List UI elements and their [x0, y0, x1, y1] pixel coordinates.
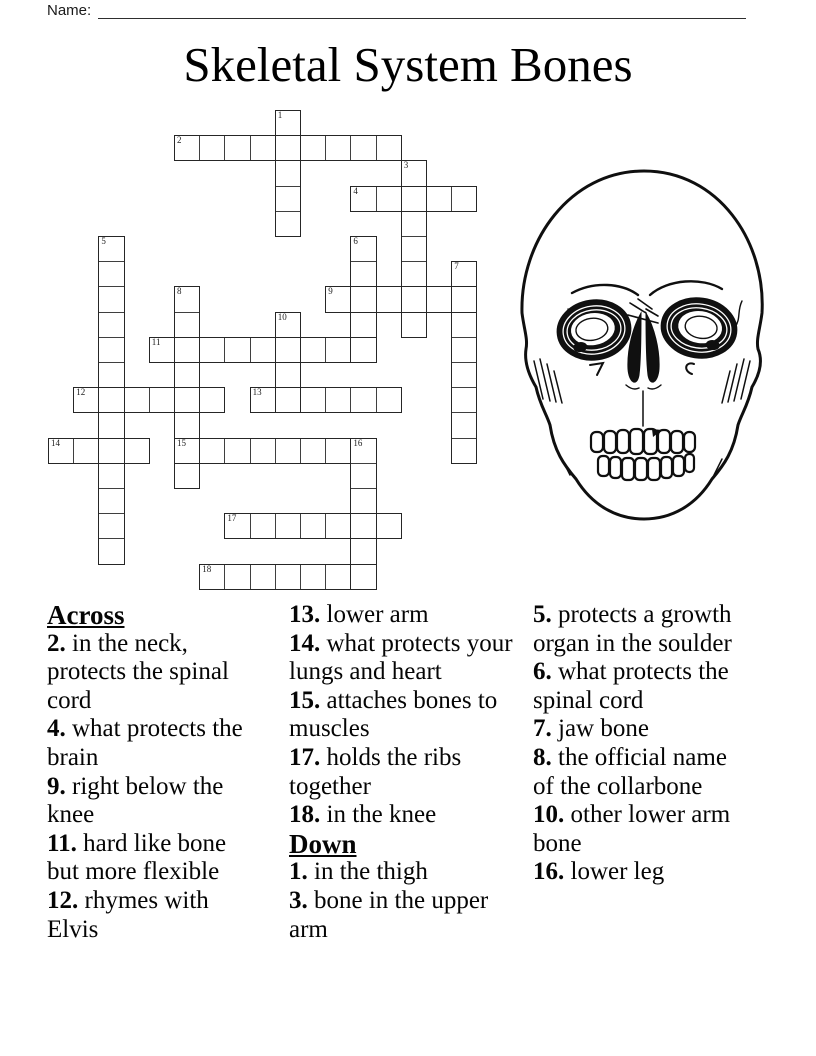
clue-number: 11.: [47, 829, 77, 857]
grid-cell-r7c13[interactable]: [376, 286, 402, 312]
cell-number-15: 15: [177, 437, 186, 448]
cell-number-8: 8: [177, 286, 182, 297]
grid-cell-r14c12[interactable]: [350, 463, 376, 489]
grid-cell-r7c12[interactable]: [350, 286, 376, 312]
grid-cell-r9c2[interactable]: [98, 337, 124, 363]
grid-cell-r13c7[interactable]: [224, 438, 250, 464]
grid-cell-r11c13[interactable]: [376, 387, 402, 413]
grid-cell-r13c16[interactable]: [451, 438, 477, 464]
clue-number: 4.: [47, 715, 66, 743]
grid-cell-r13c8[interactable]: [250, 438, 276, 464]
clue-number: 5.: [533, 601, 552, 628]
grid-cell-r7c14[interactable]: [401, 286, 427, 312]
clue-8: 8. the official name of the collarbone: [533, 743, 727, 800]
grid-cell-r3c9[interactable]: [275, 186, 301, 212]
grid-cell-r11c8[interactable]: [250, 387, 276, 413]
grid-cell-r9c4[interactable]: [149, 337, 175, 363]
grid-cell-r11c4[interactable]: [149, 387, 175, 413]
grid-cell-r14c5[interactable]: [174, 463, 200, 489]
grid-cell-r16c10[interactable]: [300, 513, 326, 539]
cell-number-5: 5: [101, 236, 106, 246]
clue-6: 6. what protects the spinal cord: [533, 658, 729, 714]
grid-cell-r6c2[interactable]: [98, 261, 124, 287]
skull-illustration: [506, 163, 778, 535]
grid-cell-r14c2[interactable]: [98, 463, 124, 489]
grid-cell-r16c13[interactable]: [376, 513, 402, 539]
grid-cell-r16c7[interactable]: [224, 513, 250, 539]
grid-cell-r5c2[interactable]: [98, 236, 124, 262]
grid-cell-r1c8[interactable]: [250, 135, 276, 161]
clue-number: 14.: [289, 629, 321, 657]
cell-number-4: 4: [353, 185, 358, 196]
grid-cell-r4c9[interactable]: [275, 211, 301, 237]
grid-cell-r13c1[interactable]: [73, 438, 99, 464]
grid-cell-r8c14[interactable]: [401, 312, 427, 338]
grid-cell-r0c9[interactable]: [275, 110, 301, 136]
grid-cell-r2c9[interactable]: [275, 160, 301, 186]
name-label: Name:: [47, 2, 92, 19]
grid-cell-r8c12[interactable]: [350, 312, 376, 338]
clue-15: 15. attaches bones to muscles: [289, 686, 498, 743]
clues-heading-down: Down: [289, 828, 357, 859]
clue-number: 7.: [533, 715, 552, 743]
grid-cell-r11c9[interactable]: [275, 387, 301, 413]
clue-number: 18.: [289, 801, 321, 829]
grid-cell-r1c13[interactable]: [376, 135, 402, 161]
grid-cell-r18c6[interactable]: [199, 564, 225, 590]
grid-cell-r9c9[interactable]: [275, 337, 301, 363]
clue-number: 9.: [47, 772, 66, 800]
grid-cell-r3c16[interactable]: [451, 186, 477, 212]
clue-number: 10.: [533, 801, 565, 829]
grid-cell-r18c7[interactable]: [224, 564, 250, 590]
grid-cell-r13c10[interactable]: [300, 438, 326, 464]
grid-cell-r9c11[interactable]: [325, 337, 351, 363]
cell-number-14: 14: [51, 437, 60, 448]
grid-cell-r5c12[interactable]: [350, 236, 376, 262]
cell-number-13: 13: [252, 387, 262, 398]
grid-cell-r8c5[interactable]: [174, 312, 200, 338]
grid-cell-r10c5[interactable]: [174, 362, 200, 388]
grid-cell-r10c2[interactable]: [98, 362, 124, 388]
grid-cell-r8c2[interactable]: [98, 312, 124, 338]
grid-cell-r11c6[interactable]: [199, 387, 225, 413]
clue-number: 13.: [289, 601, 321, 628]
grid-cell-r9c5[interactable]: [174, 337, 200, 363]
cell-number-11: 11: [151, 336, 161, 347]
grid-cell-r6c14[interactable]: [401, 261, 427, 287]
cell-number-6: 6: [353, 236, 358, 246]
grid-cell-r13c2[interactable]: [98, 438, 124, 464]
clues-column-2: [289, 601, 521, 944]
grid-cell-r11c1[interactable]: [73, 387, 99, 413]
grid-cell-r13c12[interactable]: [350, 438, 376, 464]
grid-cell-r8c9[interactable]: [275, 312, 301, 338]
grid-cell-r6c16[interactable]: [451, 261, 477, 287]
grid-cell-r9c10[interactable]: [300, 337, 326, 363]
grid-cell-r18c10[interactable]: [300, 564, 326, 590]
grid-cell-r11c11[interactable]: [325, 387, 351, 413]
grid-cell-r11c12[interactable]: [350, 387, 376, 413]
cell-number-7: 7: [454, 261, 459, 272]
clues-column-3: [533, 601, 747, 887]
clue-number: 15.: [289, 686, 321, 714]
grid-cell-r4c14[interactable]: [401, 211, 427, 237]
grid-cell-r8c16[interactable]: [451, 312, 477, 338]
clue-9: 9. right below the knee: [47, 772, 224, 829]
cell-number-10: 10: [277, 311, 287, 322]
grid-cell-r1c11[interactable]: [325, 135, 351, 161]
grid-cell-r2c14[interactable]: [401, 160, 427, 186]
grid-cell-r7c5[interactable]: [174, 286, 200, 312]
grid-cell-r16c11[interactable]: [325, 513, 351, 539]
clue-16: 16. lower leg: [533, 858, 665, 886]
grid-cell-r1c6[interactable]: [199, 135, 225, 161]
clue-11: 11. hard like bone but more flexible: [47, 829, 227, 886]
clue-7: 7. jaw bone: [533, 715, 649, 743]
grid-cell-r9c7[interactable]: [224, 337, 250, 363]
cell-number-12: 12: [76, 387, 86, 398]
grid-cell-r15c2[interactable]: [98, 488, 124, 514]
grid-cell-r3c15[interactable]: [426, 186, 452, 212]
clue-number: 2.: [47, 629, 66, 657]
clue-14: 14. what protects your lungs and heart: [289, 629, 513, 686]
clue-2: 2. in the neck, protects the spinal cord: [47, 629, 229, 714]
grid-cell-r17c12[interactable]: [350, 538, 376, 564]
grid-cell-r9c8[interactable]: [250, 337, 276, 363]
grid-cell-r18c12[interactable]: [350, 564, 376, 590]
grid-cell-r13c6[interactable]: [199, 438, 225, 464]
grid-cell-r11c2[interactable]: [98, 387, 124, 413]
grid-cell-r1c10[interactable]: [300, 135, 326, 161]
grid-cell-r1c7[interactable]: [224, 135, 250, 161]
grid-cell-r11c16[interactable]: [451, 387, 477, 413]
grid-cell-r9c12[interactable]: [350, 337, 376, 363]
cell-number-2: 2: [177, 135, 182, 146]
clue-12: 12. rhymes with Elvis: [47, 886, 209, 943]
grid-cell-r13c3[interactable]: [124, 438, 150, 464]
grid-cell-r16c2[interactable]: [98, 513, 124, 539]
cell-number-18: 18: [202, 563, 212, 574]
grid-cell-r15c12[interactable]: [350, 488, 376, 514]
grid-cell-r5c14[interactable]: [401, 236, 427, 262]
grid-cell-r12c5[interactable]: [174, 412, 200, 438]
clues-column-1: [47, 601, 254, 944]
grid-cell-r7c16[interactable]: [451, 286, 477, 312]
upper-teeth: [591, 429, 695, 454]
grid-cell-r16c12[interactable]: [350, 513, 376, 539]
grid-cell-r16c9[interactable]: [275, 513, 301, 539]
grid-cell-r1c12[interactable]: [350, 135, 376, 161]
cell-number-1: 1: [277, 110, 283, 120]
clue-number: 8.: [533, 743, 552, 771]
clue-10: 10. other lower arm bone: [533, 801, 731, 857]
grid-cell-r13c0[interactable]: [48, 438, 74, 464]
grid-cell-r6c12[interactable]: [350, 261, 376, 287]
grid-cell-r3c12[interactable]: [350, 186, 376, 212]
grid-cell-r18c9[interactable]: [275, 564, 301, 590]
grid-cell-r12c16[interactable]: [451, 412, 477, 438]
grid-cell-r10c16[interactable]: [451, 362, 477, 388]
clue-4: 4. what protects the brain: [47, 715, 243, 771]
cell-number-3: 3: [403, 160, 409, 171]
grid-cell-r7c2[interactable]: [98, 286, 124, 312]
clues-heading-across: Across: [47, 600, 125, 630]
clue-number: 17.: [289, 743, 321, 771]
grid-cell-r9c16[interactable]: [451, 337, 477, 363]
grid-cell-r1c9[interactable]: [275, 135, 301, 161]
clue-number: 1.: [289, 858, 308, 886]
clue-number: 12.: [47, 886, 79, 914]
name-row: [47, 3, 746, 19]
page-title: Skeletal System Bones: [183, 37, 633, 92]
grid-cell-r13c5[interactable]: [174, 438, 200, 464]
grid-cell-r11c3[interactable]: [124, 387, 150, 413]
clue-13: 13. lower arm: [289, 601, 429, 628]
grid-cell-r18c11[interactable]: [325, 564, 351, 590]
cell-number-17: 17: [227, 513, 237, 524]
grid-cell-r1c5[interactable]: [174, 135, 200, 161]
grid-cell-r16c8[interactable]: [250, 513, 276, 539]
grid-cell-r12c2[interactable]: [98, 412, 124, 438]
clue-number: 6.: [533, 658, 552, 686]
grid-cell-r13c11[interactable]: [325, 438, 351, 464]
clue-number: 3.: [289, 886, 308, 914]
grid-cell-r3c13[interactable]: [376, 186, 402, 212]
clue-number: 16.: [533, 858, 565, 886]
cell-number-9: 9: [328, 286, 333, 297]
grid-cell-r3c14[interactable]: [401, 186, 427, 212]
clue-5: 5. protects a growth organ in the soulder: [533, 601, 732, 657]
clue-1: 1. in the thigh: [289, 858, 428, 886]
grid-cell-r9c6[interactable]: [199, 337, 225, 363]
grid-cell-r11c10[interactable]: [300, 387, 326, 413]
grid-cell-r11c5[interactable]: [174, 387, 200, 413]
grid-cell-r7c11[interactable]: [325, 286, 351, 312]
cell-number-16: 16: [353, 437, 363, 448]
grid-cell-r13c9[interactable]: [275, 438, 301, 464]
name-blank-line[interactable]: [98, 3, 746, 19]
clue-18: 18. in the knee: [289, 801, 437, 829]
clue-3: 3. bone in the upper arm: [289, 886, 489, 943]
grid-cell-r10c9[interactable]: [275, 362, 301, 388]
clue-17: 17. holds the ribs together: [289, 743, 462, 800]
grid-cell-r7c15[interactable]: [426, 286, 452, 312]
grid-cell-r18c8[interactable]: [250, 564, 276, 590]
grid-cell-r17c2[interactable]: [98, 538, 124, 564]
